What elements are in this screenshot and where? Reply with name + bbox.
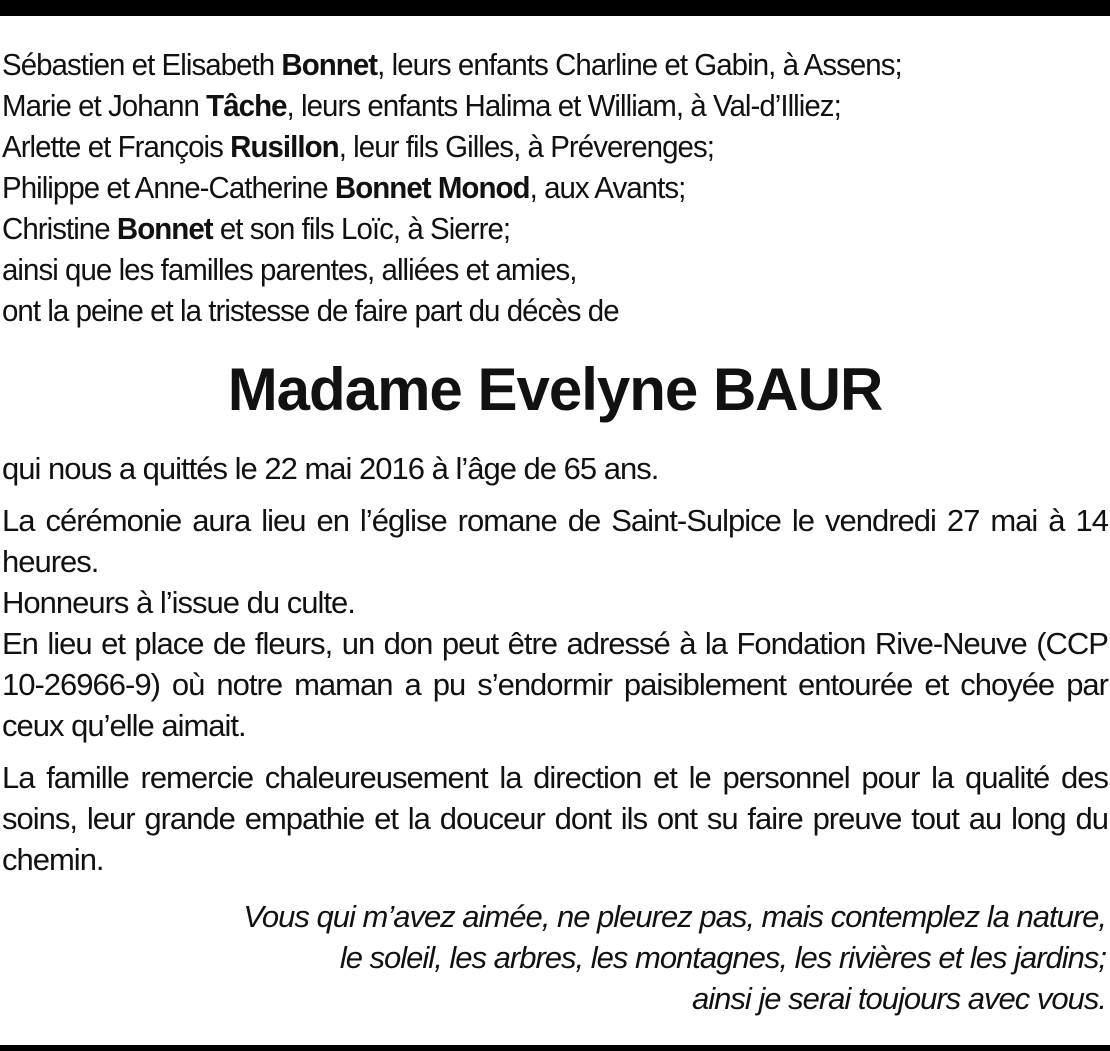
death-notice-text: qui nous a quittés le 22 mai 2016 à l’âge de 65 ans. <box>2 451 659 486</box>
family-text: , aux Avants; <box>529 170 686 205</box>
family-line <box>2 44 1051 85</box>
honours-line: Honneurs à l’issue du culte. <box>2 585 355 620</box>
family-line <box>2 126 1051 167</box>
family-list <box>2 44 1051 331</box>
closing-quote <box>6 896 1106 1019</box>
quote-line: le soleil, les arbres, les montagnes, les rivières et les jardins; <box>339 940 1106 975</box>
family-surname: Tâche <box>206 88 287 123</box>
family-text: Marie et Johann <box>2 88 207 123</box>
quote-line: ainsi je serai toujours avec vous. <box>691 981 1106 1016</box>
family-line <box>2 167 1051 208</box>
donation-line: En lieu et place de fleurs, un don peut être adressé à la Fondation Rive-Neuve (CCP 10-26966-9) où notre maman a pu s’endormir paisiblement entourée et choyée par ceux qu’elle aimait. <box>2 626 1108 743</box>
family-text: et son fils Loïc, à Sierre; <box>212 211 511 246</box>
quote-line: Vous qui m’avez aimée, ne pleurez pas, mais contemplez la nature, <box>243 899 1106 934</box>
family-text: ainsi que les familles parentes, alliées et amies, <box>2 252 577 287</box>
bottom-border-rule <box>0 1045 1110 1051</box>
family-text: Philippe et Anne-Catherine <box>2 170 335 205</box>
family-surname: Bonnet Monod <box>334 170 530 205</box>
family-text: ont la peine et la tristesse de faire part du décès de <box>2 293 619 328</box>
family-surname: Bonnet <box>281 47 378 82</box>
family-text: , leurs enfants Charline et Gabin, à Assens; <box>377 47 902 82</box>
notice-body <box>2 448 1108 891</box>
family-text: , leur fils Gilles, à Préverenges; <box>338 129 714 164</box>
deceased-name-heading: Madame Evelyne BAUR <box>227 356 883 423</box>
ceremony-info <box>2 500 1108 746</box>
family-surname: Bonnet <box>116 211 213 246</box>
family-text: , leurs enfants Halima et William, à Val-d’Illiez; <box>286 88 841 123</box>
thanks-text: La famille remercie chaleureusement la direction et le personnel pour la qualité des soins, leur grande empathie et la douceur dont ils ont su faire preuve tout au long du chemin. <box>2 760 1108 877</box>
family-line <box>2 208 1051 249</box>
family-text: Sébastien et Elisabeth <box>2 47 282 82</box>
family-line <box>2 249 1051 290</box>
family-text: Christine <box>2 211 117 246</box>
ceremony-line: La cérémonie aura lieu en l’église romane de Saint-Sulpice le vendredi 27 mai à 14 heures. <box>2 503 1108 579</box>
family-line <box>2 290 1051 331</box>
family-line <box>2 85 1051 126</box>
top-border-rule <box>0 0 1110 16</box>
family-surname: Rusillon <box>230 129 339 164</box>
family-text: Arlette et François <box>2 129 231 164</box>
